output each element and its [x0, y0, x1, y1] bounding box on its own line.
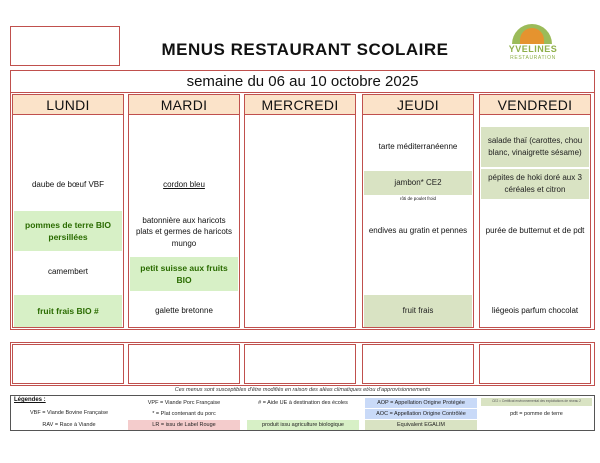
logo-name: YVELINES	[508, 44, 558, 54]
menu-side: pommes de terre BIO persillées	[14, 211, 122, 251]
legend-title: Légendes :	[14, 397, 46, 403]
legend-vpf: VPF = Viande Porc Française	[147, 400, 221, 406]
day-header: MERCREDI	[245, 95, 355, 115]
bottom-cell	[12, 344, 124, 384]
menu-main: daube de bœuf VBF	[31, 180, 105, 190]
logo	[498, 22, 568, 66]
day-header: VENDREDI	[480, 95, 590, 115]
bottom-cell	[128, 344, 240, 384]
week-label: semaine du 06 au 10 octobre 2025	[10, 70, 595, 92]
notice: Ces menus sont susceptibles d'être modifiés en raison des aléas climatiques et/ou d'approvisionnements	[174, 387, 431, 393]
menu-side: endives au gratin et pennes	[368, 226, 468, 236]
bottom-cell	[362, 344, 474, 384]
legend-aoc: AOC = Appellation Origine Contrôlée	[365, 409, 477, 419]
legend-ce2: CE2 = Certificat environnemental des exploitations de niveau 2	[481, 398, 592, 406]
menu-dessert: fruit frais BIO #	[14, 295, 122, 327]
day-column-jeudi	[362, 94, 474, 328]
legend-pdt: pdt = pomme de terre	[510, 411, 563, 417]
menu-dessert: fruit frais	[364, 295, 472, 327]
legend-bio: produit issu agriculture biologique	[247, 420, 359, 430]
legend-aide-ue: # = Aide UE à destination des écoles	[258, 400, 348, 406]
legend-porc: * = Plat contenant du porc	[152, 411, 216, 417]
logo-subtitle: RESTAURATION	[510, 55, 556, 61]
menu-main-note: rôti de poulet froid	[399, 196, 437, 202]
bottom-cell	[244, 344, 356, 384]
menu-starter: salade thaï (carottes, chou blanc, vinaigrette sésame)	[481, 127, 589, 167]
menu-main: cordon bleu	[163, 180, 205, 190]
menu-starter: tarte méditerranéenne	[378, 142, 458, 152]
blank-box	[10, 26, 120, 66]
day-column-mercredi	[244, 94, 356, 328]
day-column-vendredi	[479, 94, 591, 328]
legend-label-rouge: LR = issu de Label Rouge	[128, 420, 240, 430]
menu-side: purée de butternut et de pdt	[485, 226, 585, 236]
day-header: JEUDI	[363, 95, 473, 115]
legend	[10, 395, 595, 431]
menu-main: pépites de hoki doré aux 3 céréales et citron	[481, 169, 589, 199]
menu-cheese: camembert	[47, 267, 88, 277]
day-column-mardi	[128, 94, 240, 328]
day-column-lundi	[12, 94, 124, 328]
page-title: MENUS RESTAURANT SCOLAIRE	[161, 40, 449, 59]
menu-dessert: liégeois parfum chocolat	[491, 306, 579, 316]
menu-side: batonnière aux haricots plats et germes de haricots mungo	[135, 215, 233, 248]
bottom-cell	[479, 344, 591, 384]
menu-dessert: galette bretonne	[155, 306, 213, 316]
day-header: LUNDI	[13, 95, 123, 115]
menu-main: jambon* CE2	[364, 171, 472, 195]
menu-dairy: petit suisse aux fruits BIO	[130, 257, 238, 291]
legend-vbf: VBF = Viande Bovine Française	[29, 410, 108, 416]
day-header: MARDI	[129, 95, 239, 115]
legend-rav: RAV = Race à Viande	[42, 422, 96, 428]
legend-aop: AOP = Appellation Origine Protégée	[365, 398, 477, 408]
legend-egalim: Equivalent EGALIM	[365, 420, 477, 430]
